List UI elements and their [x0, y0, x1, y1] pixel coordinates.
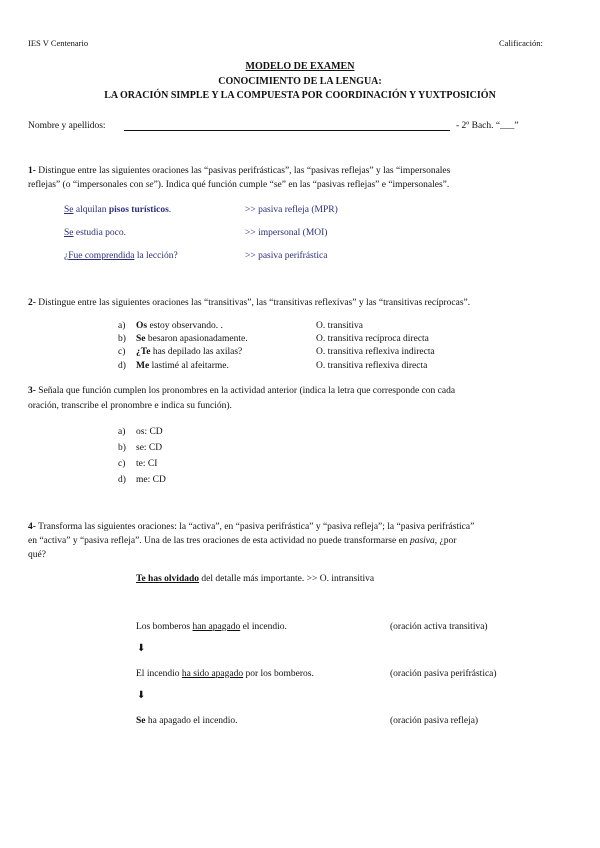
q3-answer-c: te: CI: [136, 459, 158, 469]
q1-sentence-2: Se estudia poco.: [64, 228, 127, 238]
q2-answer-a: O. transitiva: [316, 321, 363, 331]
exam-topic: LA ORACIÓN SIMPLE Y LA COMPUESTA POR COORDINACIÓN Y YUXTPOSICIÓN: [104, 90, 496, 101]
q1-text-line2: reflejas” (o “impersonales con se”). Indica qué función cumple “se” en las “pasivas reflejas” e “impersonales”.: [28, 180, 450, 190]
name-label: Nombre y apellidos:: [28, 121, 106, 131]
q3-number: 3-: [28, 386, 36, 396]
exam-subtitle: CONOCIMIENTO DE LA LENGUA:: [218, 76, 382, 87]
q1-answer-3: >> pasiva perifrástica: [245, 251, 328, 261]
q1-number: 1-: [28, 166, 36, 176]
q4-text-line2: en “activa” y “pasiva refleja”. Una de las tres oraciones de esta actividad no puede transformarse en pasiva, ¿por: [28, 536, 457, 546]
q4-number: 4-: [28, 522, 36, 532]
q3-answer-b: se: CD: [136, 443, 163, 453]
q2-sentence-a: Os estoy observando. .: [136, 321, 223, 331]
q4-sentence-active: Los bomberos han apagado el incendio.: [136, 622, 287, 632]
q1-answer-2: >> impersonal (MOI): [245, 228, 328, 238]
q2-sentence-c: ¿Te has depilado las axilas?: [136, 347, 243, 357]
q3-letter-a: a): [118, 427, 126, 437]
name-field[interactable]: [124, 130, 450, 131]
q3-answer-d: me: CD: [136, 475, 166, 485]
q3-letter-b: b): [118, 443, 126, 453]
q4-label-reflexive: (oración pasiva refleja): [390, 716, 479, 726]
down-arrow-icon: ⬇: [137, 690, 146, 701]
q3-answer-a: os: CD: [136, 427, 163, 437]
q2-number: 2-: [28, 298, 36, 308]
q3-text-line1: 3- Señala que función cumplen los pronombres en la actividad anterior (indica la letra que corresponde con cada: [28, 386, 456, 396]
school-name: IES V Centenario: [28, 38, 89, 48]
q1-sentence-1: Se alquilan pisos turísticos.: [64, 205, 172, 215]
q4-label-passive: (oración pasiva perifrástica): [390, 669, 497, 679]
q1-answer-1: >> pasiva refleja (MPR): [245, 205, 338, 215]
q2-answer-d: O. transitiva reflexiva directa: [316, 361, 428, 371]
q2-answer-b: O. transitiva recíproca directa: [316, 334, 429, 344]
q4-sentence-passive: El incendio ha sido apagado por los bomberos.: [136, 669, 314, 679]
q2-letter-c: c): [118, 347, 126, 357]
q2-letter-a: a): [118, 321, 126, 331]
q3-letter-c: c): [118, 459, 126, 469]
q4-example: Te has olvidado del detalle más importante. >> O. intransitiva: [136, 574, 375, 584]
q2-text: 2- Distingue entre las siguientes oraciones las “transitivas”, las “transitivas reflexivas” y las “transitivas recíprocas”.: [28, 298, 471, 308]
q1-sentence-3: ¿Fue comprendida la lección?: [64, 251, 178, 261]
q3-letter-d: d): [118, 475, 126, 485]
q2-sentence-d: Me lastimé al afeitarme.: [136, 361, 229, 371]
q4-label-active: (oración activa transitiva): [390, 622, 488, 632]
q2-answer-c: O. transitiva reflexiva indirecta: [316, 347, 435, 357]
grade-label: Calificación:: [499, 38, 543, 48]
course-label: - 2º Bach. “___”: [456, 121, 519, 131]
down-arrow-icon: ⬇: [137, 643, 146, 654]
q2-sentence-b: Se besaron apasionadamente.: [136, 334, 248, 344]
q4-sentence-reflexive: Se ha apagado el incendio.: [136, 716, 238, 726]
q4-text-line3: qué?: [28, 550, 46, 560]
q2-letter-d: d): [118, 361, 126, 371]
q4-text-line1: 4- Transforma las siguientes oraciones: la “activa”, en “pasiva perifrástica” y “pasiva refleja”; la “pasiva perifrástica”: [28, 522, 475, 532]
q1-text-line1: 1- Distingue entre las siguientes oraciones las “pasivas perifrásticas”, las “pasivas reflejas” y las “impersonales: [28, 166, 451, 176]
q2-letter-b: b): [118, 334, 126, 344]
q3-text-line2: oración, transcribe el pronombre e indica su función).: [28, 401, 232, 411]
exam-title: MODELO DE EXAMEN: [245, 61, 355, 72]
